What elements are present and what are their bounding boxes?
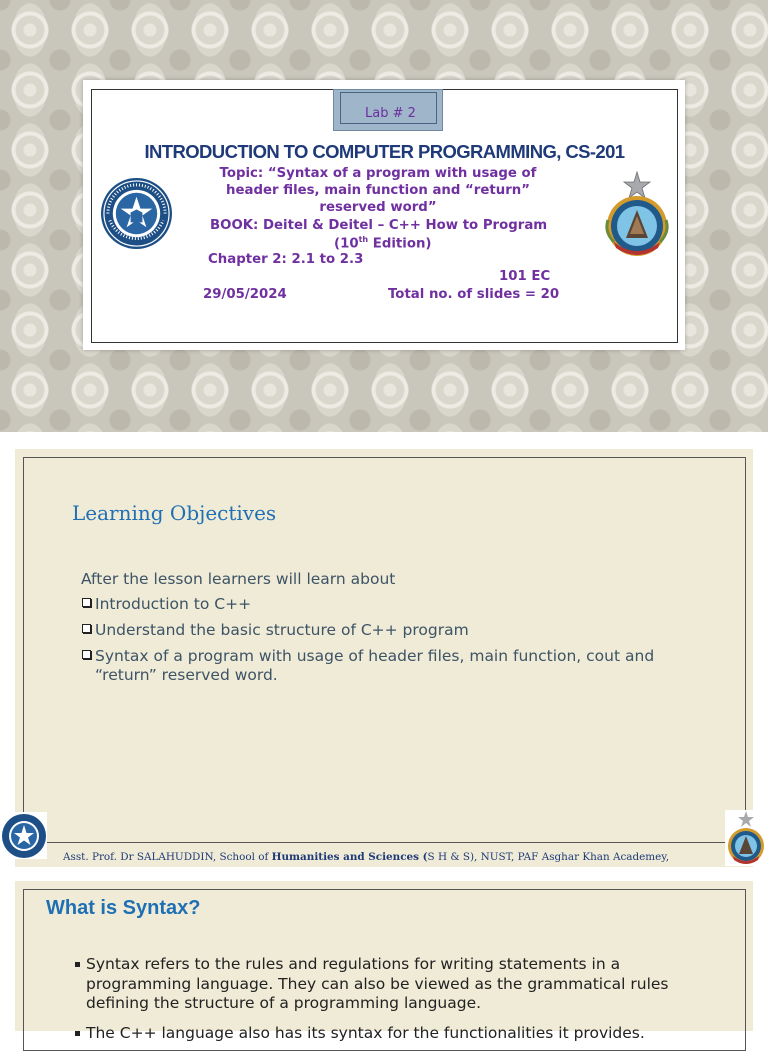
list-item: Syntax refers to the rules and regulations for writing statements in a programming language. They can also be viewed as the grammatical rules defining the structure of a programming language.: [73, 955, 673, 1014]
slide-title: Learning Objectives: [72, 501, 277, 525]
book-text: BOOK: Deitel & Deitel – C++ How to Program: [210, 218, 548, 233]
air-force-academy-crest-icon: [725, 810, 768, 866]
lab-number: Lab # 2: [365, 106, 416, 121]
chapter-text: Chapter 2: 2.1 to 2.3: [208, 252, 364, 267]
square-bullet-icon: [75, 962, 80, 967]
list-item: Syntax of a program with usage of header files, main function, cout and “return” reserved word.: [81, 647, 701, 685]
checkbox-bullet-icon: [82, 598, 91, 607]
square-bullet-icon: [75, 1031, 80, 1036]
what-is-syntax-slide: [15, 881, 753, 1042]
air-force-academy-crest-icon: [600, 170, 674, 260]
edition-text: (10th Edition): [334, 235, 432, 252]
title-card: [83, 80, 685, 350]
university-seal-icon: [0, 812, 47, 859]
objectives-list: [81, 595, 701, 692]
title-slide: [0, 0, 768, 432]
lab-tab: [333, 89, 443, 131]
footer-credit: Asst. Prof. Dr SALAHUDDIN, School of Humanities and Sciences (S H & S), NUST, PAF Asghar Khan Academey,: [63, 851, 670, 863]
total-slides-text: Total no. of slides = 20: [388, 287, 560, 302]
topic-text: Topic: “Syntax of a program with usage of header files, main function and “return” reserved word”: [219, 166, 537, 215]
university-seal-icon: [100, 177, 173, 250]
objectives-intro: After the lesson learners will learn about: [81, 570, 396, 588]
list-item: Introduction to C++: [81, 595, 701, 614]
list-item: Understand the basic structure of C++ program: [81, 621, 701, 640]
checkbox-bullet-icon: [82, 624, 91, 633]
course-title: INTRODUCTION TO COMPUTER PROGRAMMING, CS-201: [144, 141, 625, 162]
slide-title: What is Syntax?: [46, 897, 201, 919]
class-text: 101 EC: [499, 269, 551, 284]
learning-objectives-slide: [15, 449, 753, 867]
syntax-points-list: [73, 955, 673, 1053]
checkbox-bullet-icon: [82, 650, 91, 659]
list-item: The C++ language also has its syntax for the functionalities it provides.: [73, 1024, 673, 1044]
date-text: 29/05/2024: [203, 287, 287, 302]
title-card-border: [91, 89, 678, 343]
